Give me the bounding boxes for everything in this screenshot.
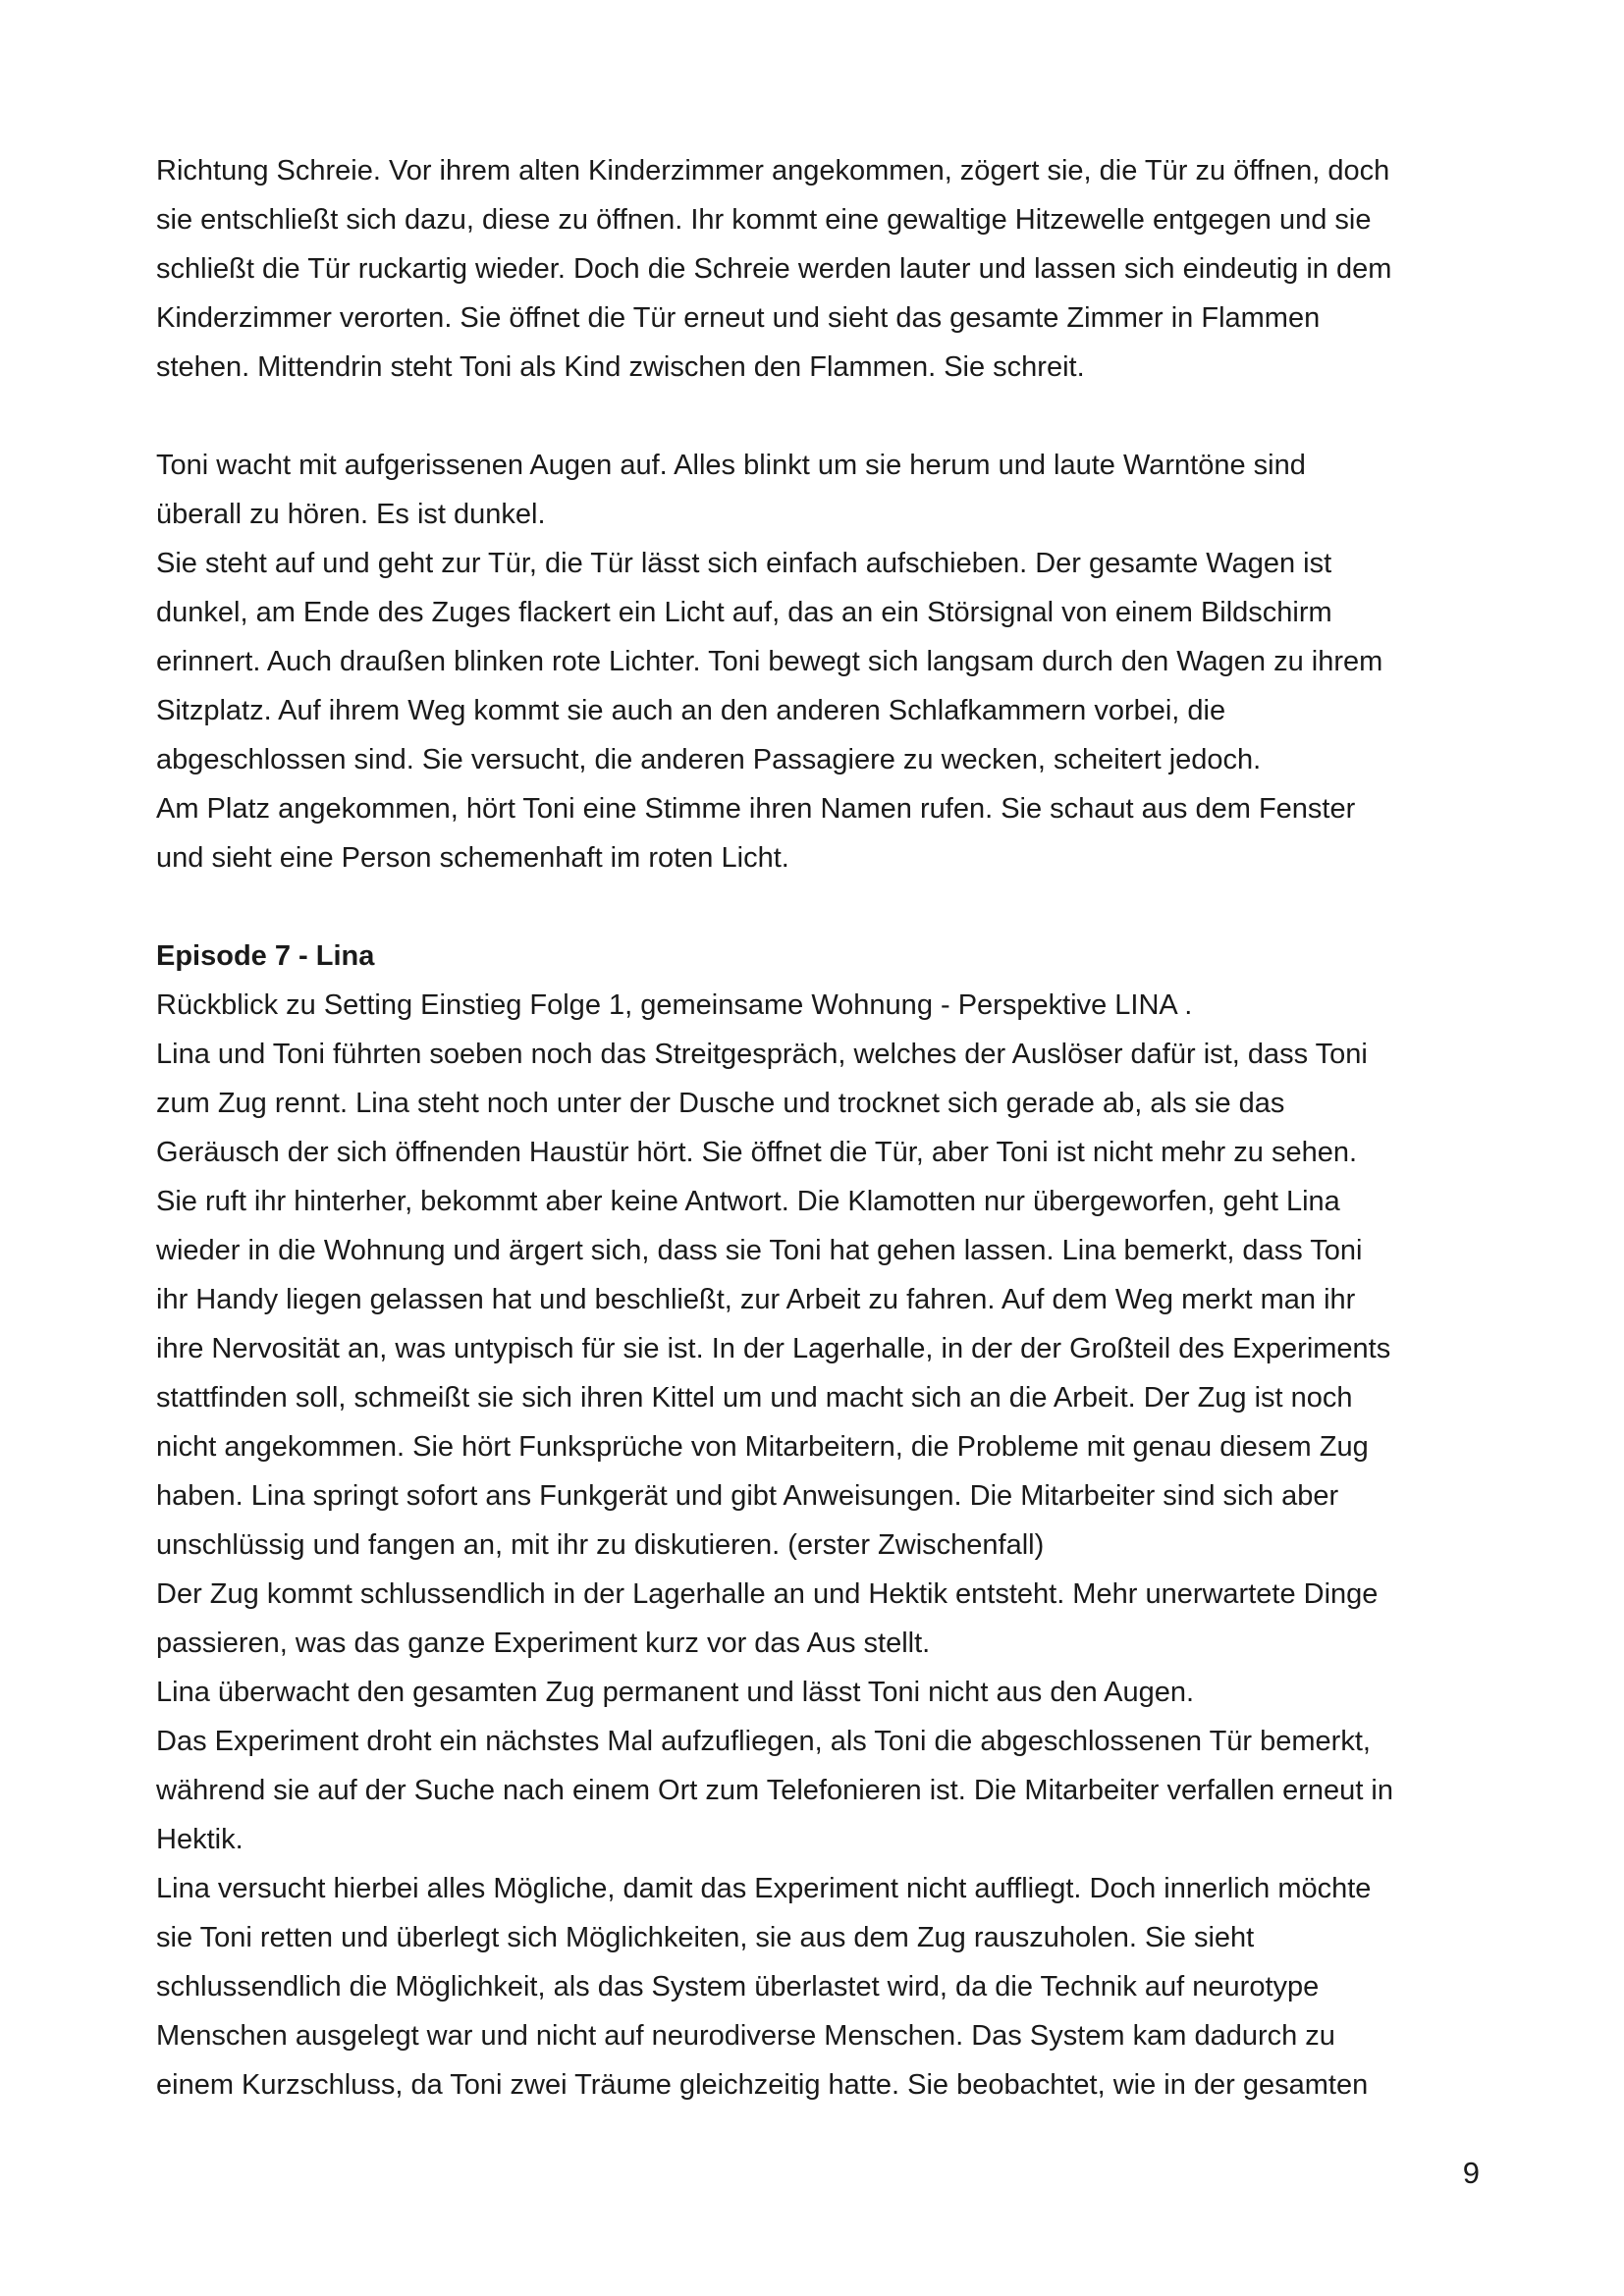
text-line: ihr Handy liegen gelassen hat und beschließt, zur Arbeit zu fahren. Auf dem Weg merkt man ihr	[156, 1284, 1356, 1315]
text-line: wieder in die Wohnung und ärgert sich, dass sie Toni hat gehen lassen. Lina bemerkt, dass Toni	[156, 1235, 1363, 1266]
episode-heading: Episode 7 - Lina	[156, 940, 375, 972]
text-line: Sitzplatz. Auf ihrem Weg kommt sie auch an den anderen Schlafkammern vorbei, die	[156, 695, 1226, 726]
paragraph-episode-7	[156, 981, 1487, 2109]
text-line: haben. Lina springt sofort ans Funkgerät und gibt Anweisungen. Die Mitarbeiter sind sich aber	[156, 1480, 1339, 1512]
text-line: Kinderzimmer verorten. Sie öffnet die Tür erneut und sieht das gesamte Zimmer in Flammen	[156, 302, 1321, 334]
text-line: einem Kurzschluss, da Toni zwei Träume gleichzeitig hatte. Sie beobachtet, wie in der gesamten	[156, 2069, 1369, 2101]
text-line: Lina und Toni führten soeben noch das Streitgespräch, welches der Auslöser dafür ist, dass Toni	[156, 1039, 1368, 1070]
page-number: 9	[1462, 2156, 1480, 2190]
page-content	[156, 146, 1487, 2109]
text-line: schließt die Tür ruckartig wieder. Doch die Schreie werden lauter und lassen sich eindeutig in dem	[156, 253, 1392, 285]
text-line: Toni wacht mit aufgerissenen Augen auf. Alles blinkt um sie herum und laute Warntöne sind	[156, 450, 1306, 481]
text-line: und sieht eine Person schemenhaft im roten Licht.	[156, 842, 789, 874]
text-line: stattfinden soll, schmeißt sie sich ihren Kittel um und macht sich an die Arbeit. Der Zug ist noch	[156, 1382, 1353, 1414]
paragraph-nightmare	[156, 146, 1487, 392]
text-line: sie entschließt sich dazu, diese zu öffnen. Ihr kommt eine gewaltige Hitzewelle entgegen und sie	[156, 204, 1372, 236]
text-line: Richtung Schreie. Vor ihrem alten Kinderzimmer angekommen, zögert sie, die Tür zu öffnen, doch	[156, 155, 1390, 187]
text-line: Rückblick zu Setting Einstieg Folge 1, gemeinsame Wohnung - Perspektive LINA .	[156, 989, 1193, 1021]
text-line: Der Zug kommt schlussendlich in der Lagerhalle an und Hektik entsteht. Mehr unerwartete Dinge	[156, 1578, 1379, 1610]
text-line: Am Platz angekommen, hört Toni eine Stimme ihren Namen rufen. Sie schaut aus dem Fenster	[156, 793, 1356, 825]
text-line: nicht angekommen. Sie hört Funksprüche von Mitarbeitern, die Probleme mit genau diesem Zug	[156, 1431, 1369, 1463]
text-line: Menschen ausgelegt war und nicht auf neurodiverse Menschen. Das System kam dadurch zu	[156, 2020, 1335, 2052]
paragraph-toni-wakes	[156, 441, 1487, 882]
text-line: passieren, was das ganze Experiment kurz vor das Aus stellt.	[156, 1628, 931, 1659]
text-line: dunkel, am Ende des Zuges flackert ein Licht auf, das an ein Störsignal von einem Bildschirm	[156, 597, 1332, 628]
text-line: überall zu hören. Es ist dunkel.	[156, 499, 546, 530]
text-line: sie Toni retten und überlegt sich Möglichkeiten, sie aus dem Zug rauszuholen. Sie sieht	[156, 1922, 1255, 1953]
text-line: Hektik.	[156, 1824, 244, 1855]
text-line: ihre Nervosität an, was untypisch für sie ist. In der Lagerhalle, in der der Großteil des Experiments	[156, 1333, 1391, 1364]
text-line: Das Experiment droht ein nächstes Mal aufzufliegen, als Toni die abgeschlossenen Tür bemerkt,	[156, 1726, 1371, 1757]
text-line: unschlüssig und fangen an, mit ihr zu diskutieren. (erster Zwischenfall)	[156, 1529, 1045, 1561]
text-line: Lina überwacht den gesamten Zug permanent und lässt Toni nicht aus den Augen.	[156, 1677, 1195, 1708]
text-line: Geräusch der sich öffnenden Haustür hört. Sie öffnet die Tür, aber Toni ist nicht mehr zu sehen.	[156, 1137, 1358, 1168]
text-line: abgeschlossen sind. Sie versucht, die anderen Passagiere zu wecken, scheitert jedoch.	[156, 744, 1262, 775]
text-line: erinnert. Auch draußen blinken rote Lichter. Toni bewegt sich langsam durch den Wagen zu ihrem	[156, 646, 1383, 677]
paragraph-spacer	[156, 392, 1487, 441]
text-line: Sie steht auf und geht zur Tür, die Tür lässt sich einfach aufschieben. Der gesamte Wagen ist	[156, 548, 1332, 579]
text-line: während sie auf der Suche nach einem Ort zum Telefonieren ist. Die Mitarbeiter verfallen erneut in	[156, 1775, 1393, 1806]
text-line: Lina versucht hierbei alles Mögliche, damit das Experiment nicht auffliegt. Doch innerlich möchte	[156, 1873, 1372, 1904]
paragraph-spacer	[156, 882, 1487, 932]
text-line: schlussendlich die Möglichkeit, als das System überlastet wird, da die Technik auf neurotype	[156, 1971, 1320, 2002]
text-line: Sie ruft ihr hinterher, bekommt aber keine Antwort. Die Klamotten nur übergeworfen, geht Lina	[156, 1186, 1340, 1217]
text-line: zum Zug rennt. Lina steht noch unter der Dusche und trocknet sich gerade ab, als sie das	[156, 1088, 1285, 1119]
text-line: stehen. Mittendrin steht Toni als Kind zwischen den Flammen. Sie schreit.	[156, 351, 1085, 383]
